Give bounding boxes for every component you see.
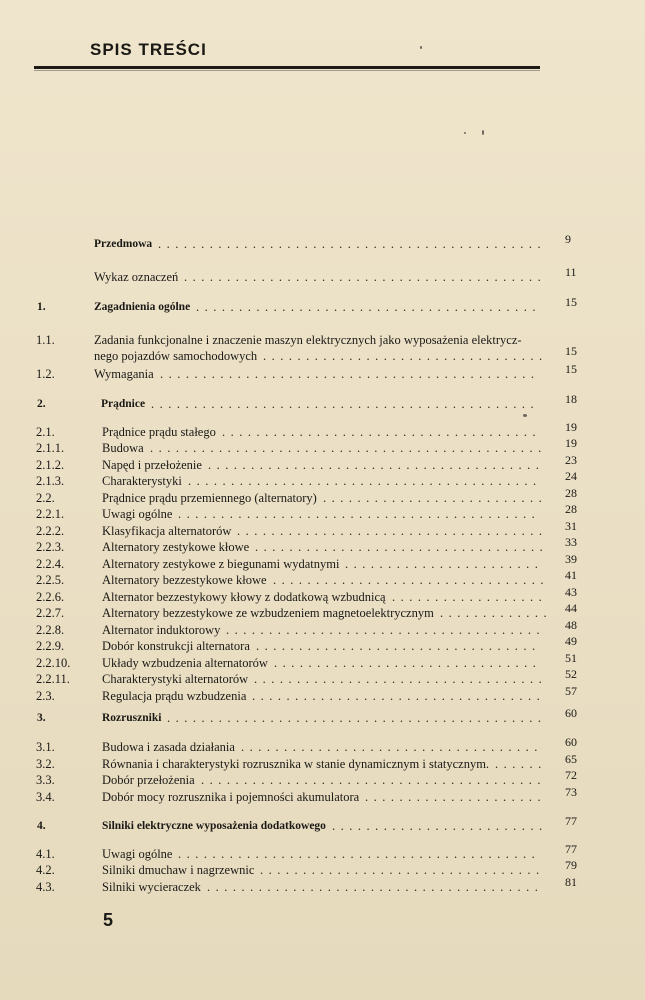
toc-leader-dots: ................................ xyxy=(273,573,549,587)
toc-leader-dots: ............. xyxy=(440,606,553,620)
toc-entry-page: 9 xyxy=(565,232,571,246)
toc-entry-number: 4.2. xyxy=(36,863,55,877)
toc-entry-page: 18 xyxy=(565,392,577,406)
toc-entry-page: 49 xyxy=(565,634,577,648)
toc-entry xyxy=(0,265,645,285)
toc-entry-page: 24 xyxy=(565,469,577,483)
toc-entry-title: Zadania funkcjonalne i znaczenie maszyn elektrycznych jako wyposażenia elektrycz- xyxy=(94,333,522,347)
toc-leader-dots: ..................................... xyxy=(222,425,542,439)
toc-entry-page: 57 xyxy=(565,684,577,698)
toc-entry xyxy=(0,684,645,704)
toc-entry-page: 39 xyxy=(565,552,577,566)
toc-entry-number: 2.2.11. xyxy=(36,672,70,686)
toc-entry xyxy=(0,392,645,412)
toc-entry-title: Alternatory zestykowe z biegunami wydatnymi xyxy=(102,557,340,571)
toc-entry-title: Alternatory zestykowe kłowe xyxy=(102,540,250,554)
toc-entry-page: 11 xyxy=(565,265,577,279)
toc-entry xyxy=(0,535,645,555)
toc-entry xyxy=(0,332,645,348)
toc-entry-number: 2.2.1. xyxy=(36,507,65,521)
toc-entry-number: 2.2.2. xyxy=(36,524,65,538)
toc-entry-number: 2.1.1. xyxy=(36,441,65,455)
toc-entry-title: Alternator bezzestykowy kłowy z dodatkową wzbudnicą xyxy=(102,590,386,604)
toc-entry-title: Silniki dmuchaw i nagrzewnic xyxy=(102,863,255,877)
toc-leader-dots: ....................... xyxy=(345,557,544,571)
toc-entry-page: 31 xyxy=(565,519,577,533)
toc-leader-dots: ......................................... xyxy=(188,474,542,488)
toc-leader-dots: ........................................ xyxy=(201,773,546,787)
toc-entry-page: 15 xyxy=(565,362,577,376)
toc-entry xyxy=(0,295,645,315)
toc-leader-dots: ............................................. xyxy=(151,397,540,411)
toc-entry-number: 2.2.4. xyxy=(36,557,65,571)
toc-entry-title: Alternatory bezzestykowe kłowe xyxy=(102,573,267,587)
toc-entry xyxy=(0,875,645,895)
toc-entry-title: Dobór przełożenia xyxy=(102,773,195,787)
toc-leader-dots: .................................... xyxy=(237,524,548,538)
toc-entry-title: Dobór konstrukcji alternatora xyxy=(102,639,250,653)
toc-entry-page: 41 xyxy=(565,568,577,582)
toc-entry-page: 73 xyxy=(565,785,577,799)
toc-entry-page: 60 xyxy=(565,735,577,749)
toc-entry xyxy=(0,344,645,364)
toc-entry-number: 2.1. xyxy=(36,425,55,439)
toc-entry-page: 28 xyxy=(565,486,577,500)
toc-entry-number: 3.3. xyxy=(36,773,55,787)
toc-entry xyxy=(0,568,645,588)
paper-speck xyxy=(523,414,527,417)
toc-entry-page: 48 xyxy=(565,618,577,632)
toc-entry-page: 81 xyxy=(565,875,577,889)
toc-entry-number: 2.2.3. xyxy=(36,540,65,554)
toc-entry xyxy=(0,601,645,621)
toc-entry-page: 77 xyxy=(565,842,577,856)
toc-entry-page: 15 xyxy=(565,344,577,358)
toc-entry-number: 2.2. xyxy=(36,491,55,505)
toc-leader-dots: ................................. xyxy=(260,863,545,877)
toc-entry xyxy=(0,814,645,834)
toc-entry xyxy=(0,618,645,638)
toc-entry-number: 4.3. xyxy=(36,880,55,894)
toc-entry-page: 33 xyxy=(565,535,577,549)
toc-entry-number: 2.1.3. xyxy=(36,474,65,488)
toc-entry-title: Klasyfikacja alternatorów xyxy=(102,524,232,538)
toc-leader-dots: ............................................ xyxy=(167,711,547,725)
toc-entry-page: 43 xyxy=(565,585,577,599)
page-title: SPIS TREŚCI xyxy=(90,40,207,59)
toc-entry-title: Wymagania xyxy=(94,367,154,381)
toc-entry xyxy=(0,858,645,878)
toc-entry xyxy=(0,634,645,654)
toc-leader-dots: .............................................. xyxy=(150,441,547,455)
toc-entry-number: 4. xyxy=(37,820,46,832)
toc-leader-dots: .................................. xyxy=(255,540,549,554)
toc-leader-dots: ....................................... xyxy=(207,880,544,894)
toc-leader-dots: .................................. xyxy=(254,672,548,686)
toc-entry xyxy=(0,735,645,755)
toc-leader-dots: ................................. xyxy=(263,349,548,363)
toc-entry xyxy=(0,469,645,489)
toc-entry-page: 65 xyxy=(565,752,577,766)
toc-entry xyxy=(0,486,645,506)
toc-entry-title: nego pojazdów samochodowych xyxy=(94,349,258,363)
toc-leader-dots: ..................................... xyxy=(226,623,546,637)
toc-leader-dots: ....................................... xyxy=(208,458,545,472)
toc-entry-title: Równania i charakterystyki rozrusznika w stanie dynamicznym i statycznym. xyxy=(102,757,490,771)
toc-entry-number: 2.3. xyxy=(36,689,55,703)
toc-entry-title: Uwagi ogólne xyxy=(102,847,173,861)
page-number: 5 xyxy=(103,910,114,930)
toc-entry-page: 44 xyxy=(565,601,577,615)
toc-entry-title: Uwagi ogólne xyxy=(102,507,173,521)
toc-leader-dots: .................. xyxy=(392,590,548,604)
toc-entry-number: 2.2.10. xyxy=(36,656,71,670)
toc-entry-title: Silniki wycieraczek xyxy=(102,880,201,894)
toc-entry xyxy=(0,752,645,772)
toc-leader-dots: ........................................ xyxy=(196,300,541,314)
toc-leader-dots: ................................... xyxy=(241,740,543,754)
toc-leader-dots: .................................. xyxy=(252,689,546,703)
toc-entry xyxy=(0,667,645,687)
toc-entry-title: Charakterystyki alternatorów xyxy=(102,672,249,686)
toc-leader-dots: .......................................... xyxy=(178,847,541,861)
toc-entry xyxy=(0,552,645,572)
toc-leader-dots: ......................... xyxy=(332,819,548,833)
toc-entry-title: Alternatory bezzestykowe ze wzbudzeniem magnetoelektrycznym xyxy=(102,606,434,620)
toc-entry xyxy=(0,706,645,726)
toc-entry-page: 19 xyxy=(565,436,577,450)
toc-leader-dots: .......................................... xyxy=(178,507,541,521)
toc-entry xyxy=(0,436,645,456)
toc-entry-title: Wykaz oznaczeń xyxy=(94,270,179,284)
toc-leader-dots: ..................... xyxy=(365,790,547,804)
toc-entry-number: 2. xyxy=(37,398,46,410)
toc-entry-title: Napęd i przełożenie xyxy=(102,458,202,472)
toc-entry xyxy=(0,651,645,671)
toc-entry-number: 2.2.8. xyxy=(36,623,65,637)
toc-entry-page: 15 xyxy=(565,295,577,309)
toc-entry-title: Silniki elektryczne wyposażenia dodatkowego xyxy=(102,820,326,832)
toc-entry-title: Prądnice prądu przemiennego (alternatory) xyxy=(102,491,317,505)
toc-entry-page: 51 xyxy=(565,651,577,665)
toc-entry-page: 60 xyxy=(565,706,577,720)
toc-entry-title: Dobór mocy rozrusznika i pojemności akumulatora xyxy=(102,790,360,804)
toc-entry-number: 3.4. xyxy=(36,790,55,804)
paper-speck xyxy=(420,46,422,49)
toc-leader-dots: .......................... xyxy=(323,491,548,505)
toc-entry-title: Alternator induktorowy xyxy=(102,623,221,637)
toc-entry-number: 1.2. xyxy=(36,367,55,381)
toc-entry-number: 4.1. xyxy=(36,847,55,861)
toc-entry-number: 2.2.6. xyxy=(36,590,65,604)
toc-entry xyxy=(0,768,645,788)
toc-entry-number: 2.1.2. xyxy=(36,458,65,472)
toc-entry-page: 77 xyxy=(565,814,577,828)
paper-speck xyxy=(464,132,466,134)
toc-entry-page: 72 xyxy=(565,768,577,782)
toc-entry-title: Układy wzbudzenia alternatorów xyxy=(102,656,268,670)
toc-entry-title: Budowa xyxy=(102,441,144,455)
toc-entry-title: Regulacja prądu wzbudzenia xyxy=(102,689,247,703)
toc-entry xyxy=(0,420,645,440)
toc-entry xyxy=(0,453,645,473)
toc-entry-title: Budowa i zasada działania xyxy=(102,740,235,754)
toc-entry-title: Zagadnienia ogólne xyxy=(94,301,191,313)
toc-leader-dots: ................................. xyxy=(256,639,541,653)
toc-entry-number: 3.2. xyxy=(36,757,55,771)
toc-entry-page: 23 xyxy=(565,453,577,467)
toc-entry-page: 52 xyxy=(565,667,577,681)
toc-entry-page: 19 xyxy=(565,420,577,434)
toc-entry xyxy=(0,842,645,862)
toc-entry xyxy=(0,585,645,605)
toc-entry xyxy=(0,519,645,539)
toc-entry xyxy=(0,502,645,522)
toc-entry-number: 2.2.9. xyxy=(36,639,65,653)
toc-entry-title: Rozruszniki xyxy=(102,712,162,724)
toc-entry-page: 79 xyxy=(565,858,577,872)
toc-entry-number: 3. xyxy=(37,712,46,724)
toc-entry-number: 3.1. xyxy=(36,740,55,754)
toc-entry-title: Charakterystyki xyxy=(102,474,182,488)
toc-entry xyxy=(0,785,645,805)
toc-leader-dots: .......................................... xyxy=(184,270,547,284)
toc-entry-title: Przedmowa xyxy=(94,238,153,250)
toc-entry xyxy=(0,232,645,252)
toc-entry-title: Prądnice xyxy=(101,398,146,410)
toc-leader-dots: ............................................ xyxy=(160,367,540,381)
toc-entry-page: 28 xyxy=(565,502,577,516)
toc-leader-dots: ............................... xyxy=(274,656,542,670)
toc-leader-dots: ............................................. xyxy=(158,237,547,251)
paper-speck xyxy=(482,130,484,135)
toc-entry-title: Prądnice prądu stałego xyxy=(102,425,216,439)
toc-entry-number: 1.1. xyxy=(36,333,55,347)
toc-entry-number: 2.2.7. xyxy=(36,606,65,620)
toc-entry xyxy=(0,362,645,382)
toc-entry-number: 1. xyxy=(37,301,46,313)
toc-leader-dots: ...... xyxy=(495,757,547,771)
toc-entry-number: 2.2.5. xyxy=(36,573,65,587)
